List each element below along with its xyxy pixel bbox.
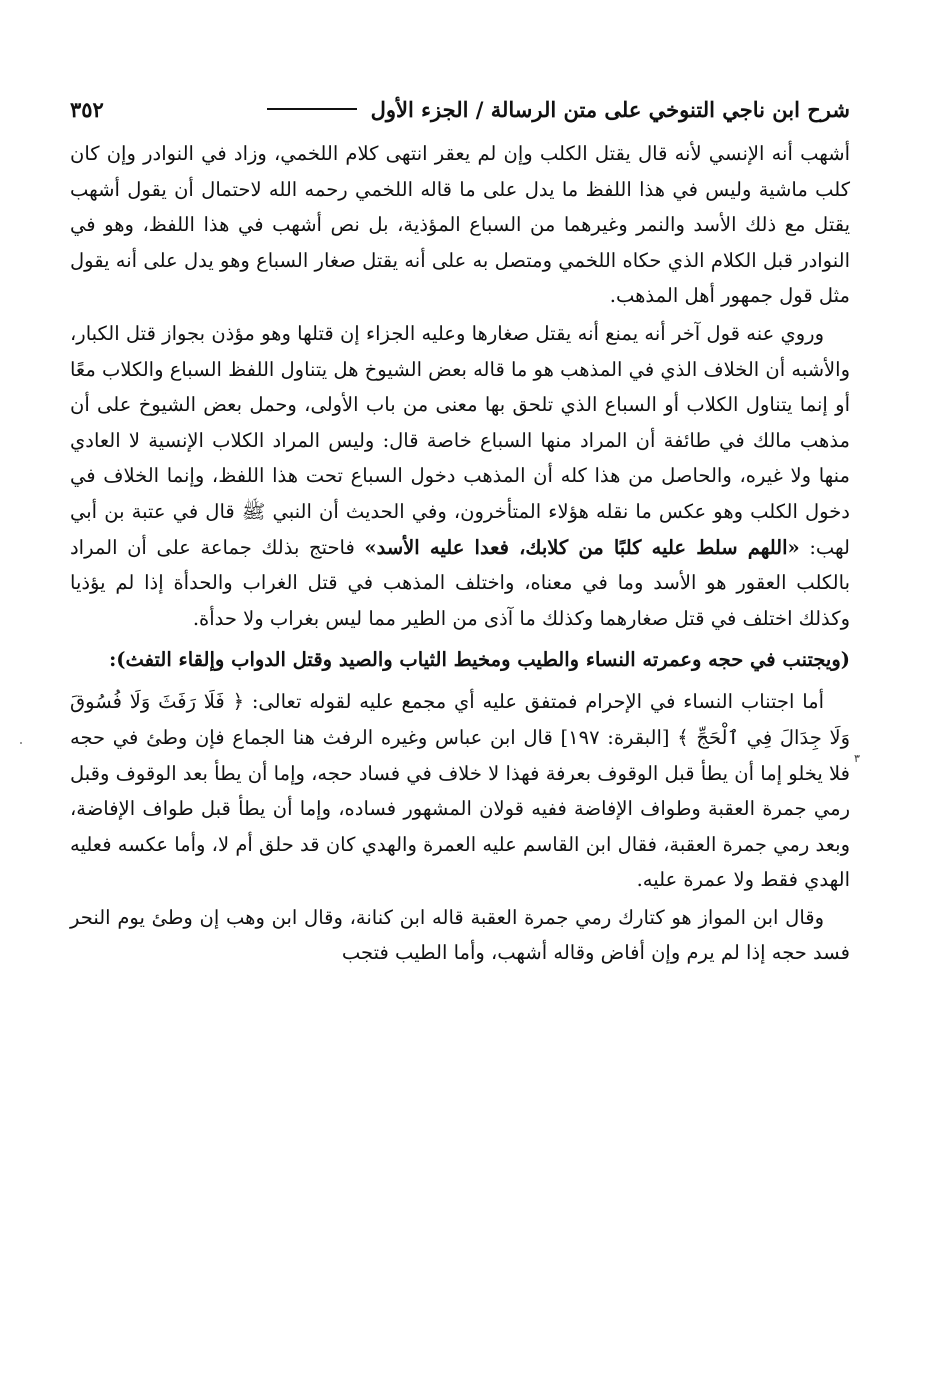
book-page bbox=[70, 88, 850, 971]
verse-citation: [البقرة: ١٩٧] bbox=[552, 725, 678, 749]
paragraph-3-text: أما اجتناب النساء في الإحرام فمتفق عليه أي مجمع عليه لقوله تعالى: bbox=[244, 690, 824, 714]
paragraph-1: أشهب أنه الإنسي لأنه قال يقتل الكلب وإن لم يعقر انتهى كلام اللخمي، وزاد في النوادر وإن كان كلب ماشية وليس في هذا اللفظ ما يدل على ما قاله اللخمي رحمه الله لاحتمال أن يقول أشهب يقتل مع ذلك الأسد والنمر وغيرهما من السباع المؤذية، بل نص أشهب في هذا اللفظ، وهو في النوادر قبل الكلام الذي حكاه اللخمي ومتصل به على أنه يقتل صغار السباع وهو يدل على أنه يقول مثل قول جمهور أهل المذهب. bbox=[70, 142, 850, 308]
paragraph-2 bbox=[70, 316, 850, 636]
paragraph-4: وقال ابن المواز هو كتارك رمي جمرة العقبة قاله ابن كنانة، وقال ابن وهب إن وطئ يوم النحر فسد حجه إذا لم يرم وإن أفاض وقاله أشهب، وأما الطيب فتجب bbox=[70, 905, 850, 965]
paragraph-2-text: وروي عنه قول آخر أنه يمنع أنه يقتل صغارها وعليه الجزاء إن قتلها وهو مؤذن بجواز قتل الكبار، والأشبه أن الخلاف الذي في المذهب هو ما قاله بعض الشيوخ هل يتناول اللفظ السباع والكلاب معًا أو إنما يتناول الكلاب أو السباع الذي تلحق بها معنى من باب الأولى، وحمل بعض الشيوخ على أن مذهب مالك في طائفة أن المراد منها السباع خاصة قال: وليس المراد الكلاب الإنسية لا العادي منها ولا غيره، والحاصل من هذا كله أن المذهب دخول السباع تحت هذا اللفظ، وإنما الخلاف في دخول الكلب وهو عكس ما نقله هؤلاء المتأخرون، وفي الحديث أن النبي ﷺ قال في عتبة بن أبي لهب: bbox=[69, 321, 850, 559]
header-rule bbox=[267, 108, 357, 110]
running-title: شرح ابن ناجي التنوخي على متن الرسالة / الجزء الأول bbox=[370, 96, 850, 122]
margin-mark bbox=[20, 742, 22, 744]
matn-heading: (ويجتنب في حجه وعمرته النساء والطيب ومخيط الثياب والصيد وقتل الدواب وإلقاء التفث): bbox=[109, 648, 850, 672]
footnote-marker: ٣ bbox=[854, 752, 860, 765]
paragraph-2-continuation: فاحتج بذلك جماعة على أن المراد بالكلب العقور هو الأسد وما في معناه، واختلف المذهب في قتل الغراب والحدأة إذا لم يؤذيا وكذلك اختلف في قتل صغارهما وكذلك ما آذى من الطير مما ليس بغراب ولا حدأة. bbox=[70, 535, 850, 630]
body-text bbox=[70, 136, 850, 971]
quran-verse: ﴿ فَلَا رَفَثَ وَلَا فُسُوقَ وَلَا جِدَالَ فِي ٱلْحَجِّ ﴾ bbox=[70, 690, 850, 749]
page-header bbox=[70, 88, 850, 130]
paragraph-3 bbox=[70, 684, 850, 898]
page-number: ٣٥٢ bbox=[70, 96, 104, 122]
hadith-quote: «اللهم سلط عليه كلبًا من كلابك، فعدا عليه الأسد» bbox=[364, 535, 800, 559]
paragraph-3-continuation: قال ابن عباس وغيره الرفث هنا الجماع فإن وطئ في حجه فلا يخلو إما أن يطأ قبل الوقوف بعرفة فهذا لا خلاف في فساد حجه، وإما أن يطأ بعد الوقوف وقبل رمي جمرة العقبة وطواف الإفاضة ففيه قولان المشهور فساده، وإما أن يطأ قبل طواف الإفاضة، وبعد رمي جمرة العقبة، فقال ابن القاسم عليه العمرة والهدي كان قد حلق أم لا، وأما عكسه فعليه الهدي فقط ولا عمرة عليه. bbox=[70, 725, 850, 892]
